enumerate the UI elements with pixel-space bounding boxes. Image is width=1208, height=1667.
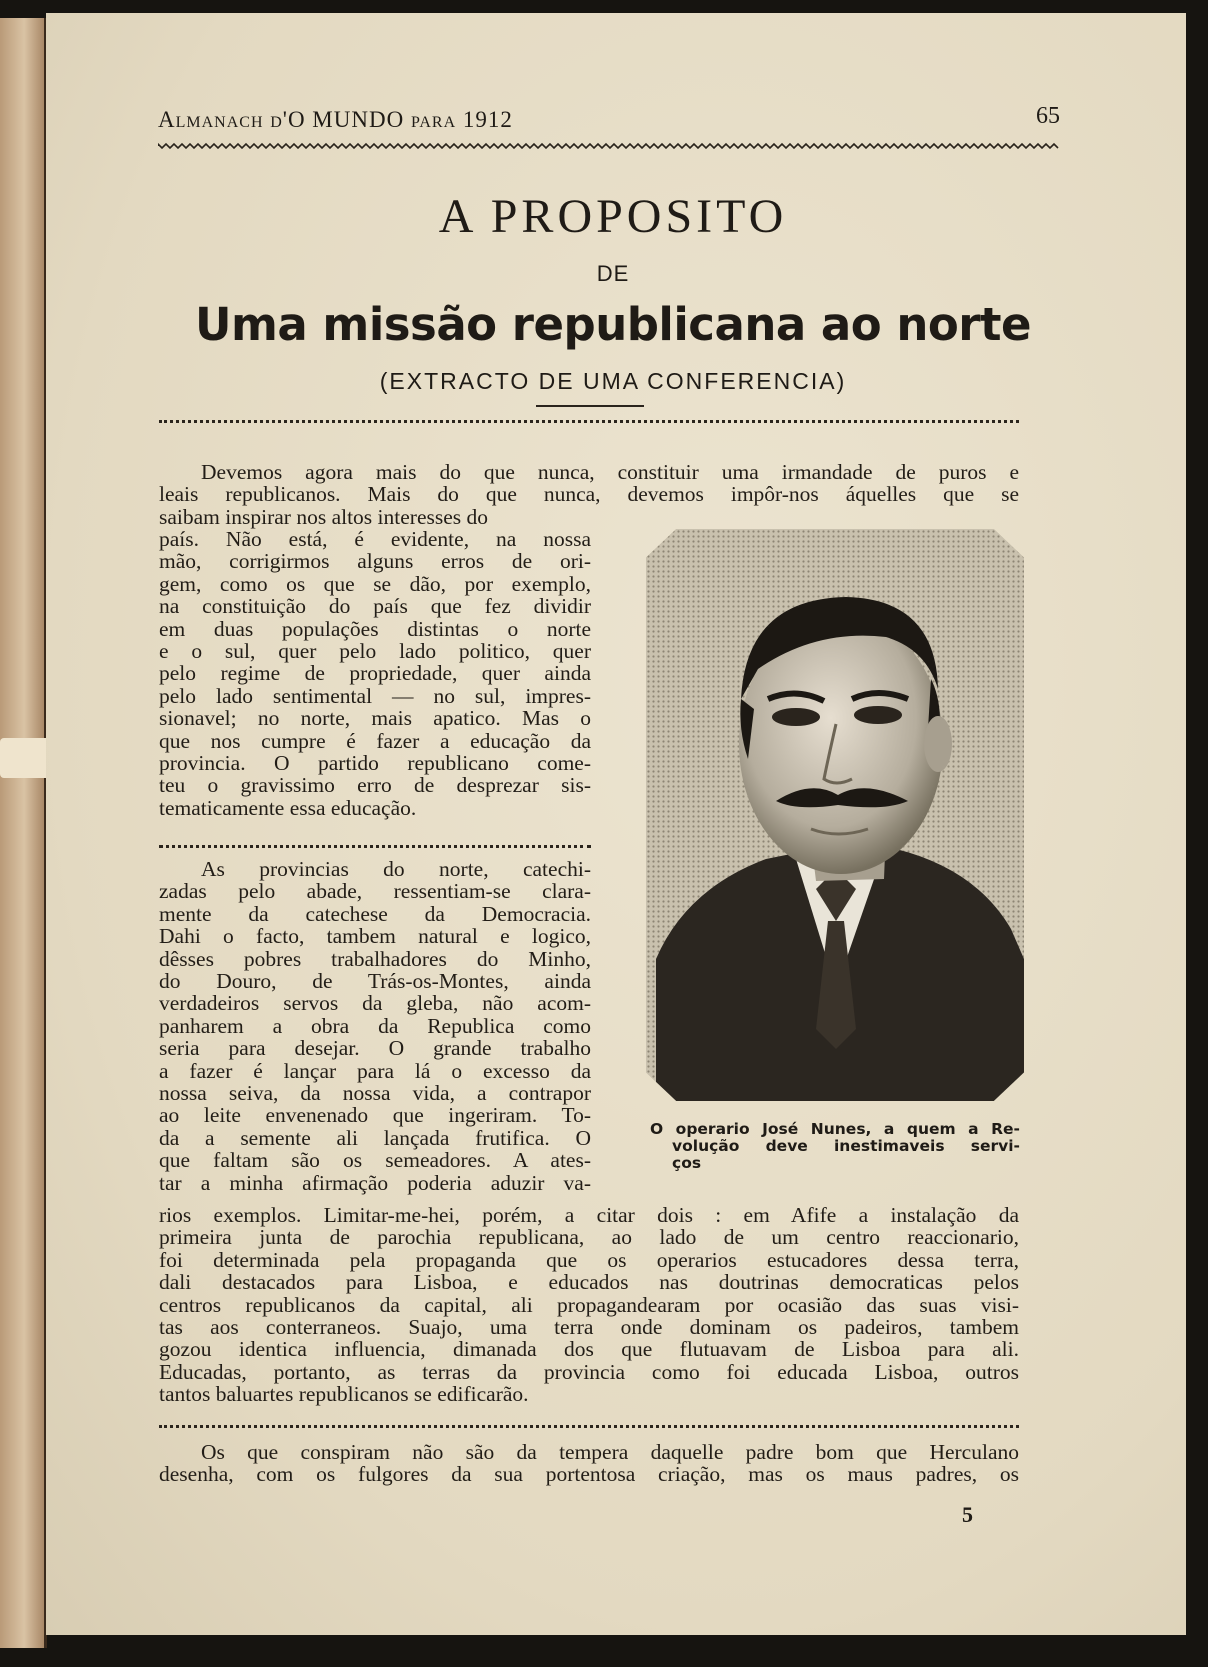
text-line: tematicamente essa educação. bbox=[159, 795, 417, 820]
text-line: pelo lado sentimental — no sul, impres- bbox=[159, 683, 591, 708]
text-line: ao leite envenenado que ingeriram. To- bbox=[159, 1103, 591, 1128]
caption-line: ços bbox=[672, 1154, 702, 1172]
wavy-rule bbox=[158, 142, 1060, 150]
text-line: mão, corrigirmos alguns erros de ori- bbox=[159, 549, 591, 574]
text-line: Educadas, portanto, as terras da provincia como foi educada Lisboa, outros bbox=[159, 1359, 1019, 1384]
text-line: pelo regime de propriedade, quer ainda bbox=[159, 661, 591, 686]
text-line: zadas pelo abade, ressentiam-se clara- bbox=[159, 879, 591, 904]
book-binding-edge bbox=[0, 18, 47, 1648]
text-line: e o sul, quer pelo lado politico, quer bbox=[159, 639, 591, 664]
text-line: gem, como os que se dão, por exemplo, bbox=[159, 571, 591, 596]
text-line: dêsses pobres trabalhadores do Minho, bbox=[159, 946, 591, 971]
dotted-separator-3 bbox=[159, 1425, 1019, 1434]
text-line: Os que conspiram não são da tempera daquelle padre bom que Herculano bbox=[201, 1440, 1019, 1464]
folio-signature-mark: 5 bbox=[962, 1502, 973, 1527]
text-line: que nos cumpre é fazer a educação da bbox=[159, 728, 591, 753]
title-divider bbox=[536, 405, 644, 407]
article-extract-note: (EXTRACTO DE UMA CONFERENCIA) bbox=[379, 368, 847, 394]
text-line: leais republicanos. Mais do que nunca, devemos impôr-nos áquelles que se bbox=[159, 482, 1019, 507]
text-line: gozou identica influencia, dimanada dos que flutuavam de Lisboa para ali. bbox=[159, 1337, 1019, 1362]
text-line: nossa seiva, da nossa vida, a contrapor bbox=[159, 1081, 591, 1106]
text-line: país. Não está, é evidente, na nossa bbox=[159, 527, 591, 551]
running-head bbox=[158, 103, 1068, 137]
caption-line: O operario José Nunes, a quem a Re- bbox=[650, 1120, 1020, 1138]
portrait-illustration bbox=[646, 529, 1024, 1101]
dotted-separator-1 bbox=[159, 420, 1019, 429]
binding-tear bbox=[0, 738, 50, 778]
text-line: sionavel; no norte, mais apatico. Mas o bbox=[159, 706, 591, 731]
text-line: na constituição do país que fez dividir bbox=[159, 594, 591, 619]
text-line: teu o gravissimo erro de desprezar sis- bbox=[159, 773, 591, 798]
text-line: verdadeiros servos da gleba, não acom- bbox=[159, 991, 591, 1016]
paragraph-1-full-width bbox=[159, 461, 1019, 528]
dotted-separator-2 bbox=[159, 845, 591, 854]
text-line: do Douro, de Trás-os-Montes, ainda bbox=[159, 969, 591, 994]
paragraph-2-full-width bbox=[159, 1204, 1019, 1406]
text-line: Dahi o facto, tambem natural e logico, bbox=[159, 924, 591, 949]
text-line: Devemos agora mais do que nunca, constituir uma irmandade de puros e bbox=[201, 460, 1019, 484]
almanac-page bbox=[46, 13, 1186, 1635]
article-subtitle: Uma missão republicana ao norte bbox=[194, 298, 1032, 351]
text-line: provincia. O partido republicano come- bbox=[159, 751, 591, 776]
paragraph-2-column bbox=[159, 858, 591, 1194]
text-line: tantos baluartes republicanos se edificarão. bbox=[159, 1382, 529, 1407]
running-head-title: Almanach d'O MUNDO para 1912 bbox=[158, 107, 513, 132]
text-line: As provincias do norte, catechi- bbox=[201, 857, 591, 881]
text-line: tar a minha afirmação poderia aduzir va- bbox=[159, 1170, 591, 1195]
text-line: saibam inspirar nos altos interesses do bbox=[159, 504, 489, 529]
text-line: dali destacados para Lisboa, e educados nas doutrinas democraticas pelos bbox=[159, 1270, 1019, 1295]
paragraph-3-full-width bbox=[159, 1441, 1019, 1486]
text-line: tas aos conterraneos. Suajo, uma terra onde dominam os padeiros, tambem bbox=[159, 1315, 1019, 1340]
caption-line: volução deve inestimaveis servi- bbox=[672, 1137, 1020, 1155]
text-line: rios exemplos. Limitar-me-hei, porém, a citar dois : em Afife a instalação da bbox=[159, 1203, 1019, 1227]
article-title-de: DE bbox=[596, 261, 630, 286]
text-line: desenha, com os fulgores da sua portentosa criação, mas os maus padres, os bbox=[159, 1462, 1019, 1487]
text-line: mente da catechese da Democracia. bbox=[159, 901, 591, 926]
text-line: que faltam são os semeadores. A ates- bbox=[159, 1148, 591, 1173]
paragraph-1-column bbox=[159, 528, 591, 819]
text-line: foi determinada pela propaganda que os operarios estucadores dessa terra, bbox=[159, 1247, 1019, 1272]
text-line: a fazer é lançar para lá o excesso da bbox=[159, 1058, 591, 1083]
text-line: seria para desejar. O grande trabalho bbox=[159, 1036, 591, 1061]
text-line: em duas populações distintas o norte bbox=[159, 616, 591, 641]
text-line: primeira junta de parochia republicana, ao lado de um centro reaccionario, bbox=[159, 1225, 1019, 1250]
text-line: panharem a obra da Republica como bbox=[159, 1013, 591, 1038]
portrait-photo bbox=[646, 529, 1024, 1101]
page-number: 65 bbox=[1036, 103, 1060, 129]
text-line: da a semente ali lançada frutifica. O bbox=[159, 1125, 591, 1150]
article-title: A PROPOSITO bbox=[438, 190, 788, 243]
photo-caption bbox=[650, 1121, 1020, 1172]
text-line: centros republicanos da capital, ali propagandearam por ocasião das suas visi- bbox=[159, 1292, 1019, 1317]
